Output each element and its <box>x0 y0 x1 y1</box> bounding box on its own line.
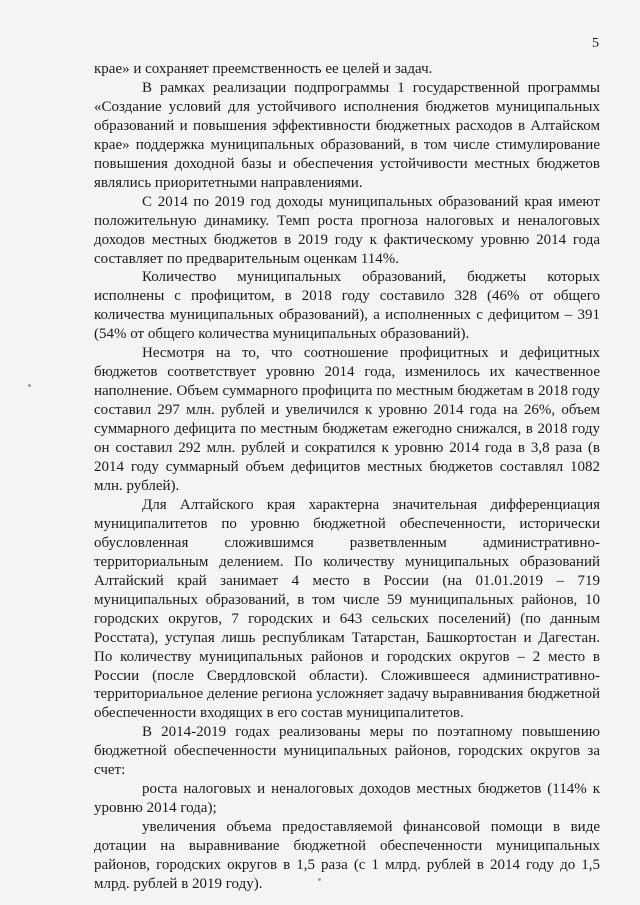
paragraph-differentiation: Для Алтайского края характерна значительная дифференциация муниципалитетов по уровню бюджетной обеспеченности, исторически обусловленная сложившимся разветвленным административно-территориальным делением. По количеству муниципальных образований Алтайский край занимает 4 место в России (на 01.01.2019 – 719 муниципальных образований, в том числе 59 муниципальных районов, 10 городских округов, 7 городских и 643 сельских поселений) (по данным Росстата), уступая лишь республикам Татарстан, Башкортостан и Дагестан. По количеству муниципальных районов и городских округов – 2 место в России (после Свердловской области). Сложившееся административно-территориальное деление региона усложняет задачу выравнивания бюджетной обеспеченности входящих в его состав муниципалитетов. <box>94 496 600 722</box>
list-item-financial-aid: увеличения объема предоставляемой финансовой помощи в виде дотации на выравнивание бюджетной обеспеченности муниципальных районов, городских округов в 1,5 раза (с 1 млрд. рублей в 2014 году до 1,5 млрд. рублей в 2019 году). <box>94 819 600 892</box>
paragraph-measures-intro: В 2014-2019 годах реализованы меры по поэтапному повышению бюджетной обеспеченности муниципальных районов, городских округов за счет: <box>94 724 600 779</box>
paragraph-surplus-deficit-count: Количество муниципальных образований, бюджеты которых исполнены с профицитом, в 2018 году составило 328 (46% от общего количества муниципальных образований), а исполненных с дефицитом – 391 (54% от общего количества муниципальных образований). <box>94 269 600 343</box>
list-item-revenue-growth: роста налоговых и неналоговых доходов местных бюджетов (114% к уровню 2014 года); <box>94 781 600 817</box>
scan-speck <box>28 384 31 387</box>
scan-speck <box>318 878 321 881</box>
paragraph-revenue-dynamics: С 2014 по 2019 год доходы муниципальных образований края имеют положительную динамику. Темп роста прогноза налоговых и неналоговых доходов местных бюджетов в 2019 году к фактическому уровню 2014 года составляет по предварительным оценкам 114%. <box>94 193 600 267</box>
page-number: 5 <box>592 36 599 51</box>
paragraph-surplus-deficit-volume: Несмотря на то, что соотношение профицитных и дефицитных бюджетов соответствует уровню 2014 года, изменилось их качественное наполнение. Объем суммарного профицита по местным бюджетам в 2018 году составил 297 млн. рублей и увеличился к уровню 2014 года на 26%, объем суммарного дефицита по местным бюджетам ежегодно снижался, в 2018 году он составил 292 млн. рублей и сократился к уровню 2014 года в 3,8 раза (в 2014 году суммарный объем дефицитов местных бюджетов составлял 1082 млн. рублей). <box>94 345 600 494</box>
document-body <box>94 60 600 894</box>
paragraph-subprogram: В рамках реализации подпрограммы 1 государственной программы «Создание условий для устойчивого исполнения бюджетов муниципальных образований и повышения эффективности бюджетных расходов в Алтайском крае» поддержка муниципальных образований, в том числе стимулирование повышения доходной базы и обеспечения устойчивости местных бюджетов являлись приоритетными направлениями. <box>94 79 600 191</box>
paragraph-continuation: крае» и сохраняет преемственность ее целей и задач. <box>94 61 433 77</box>
